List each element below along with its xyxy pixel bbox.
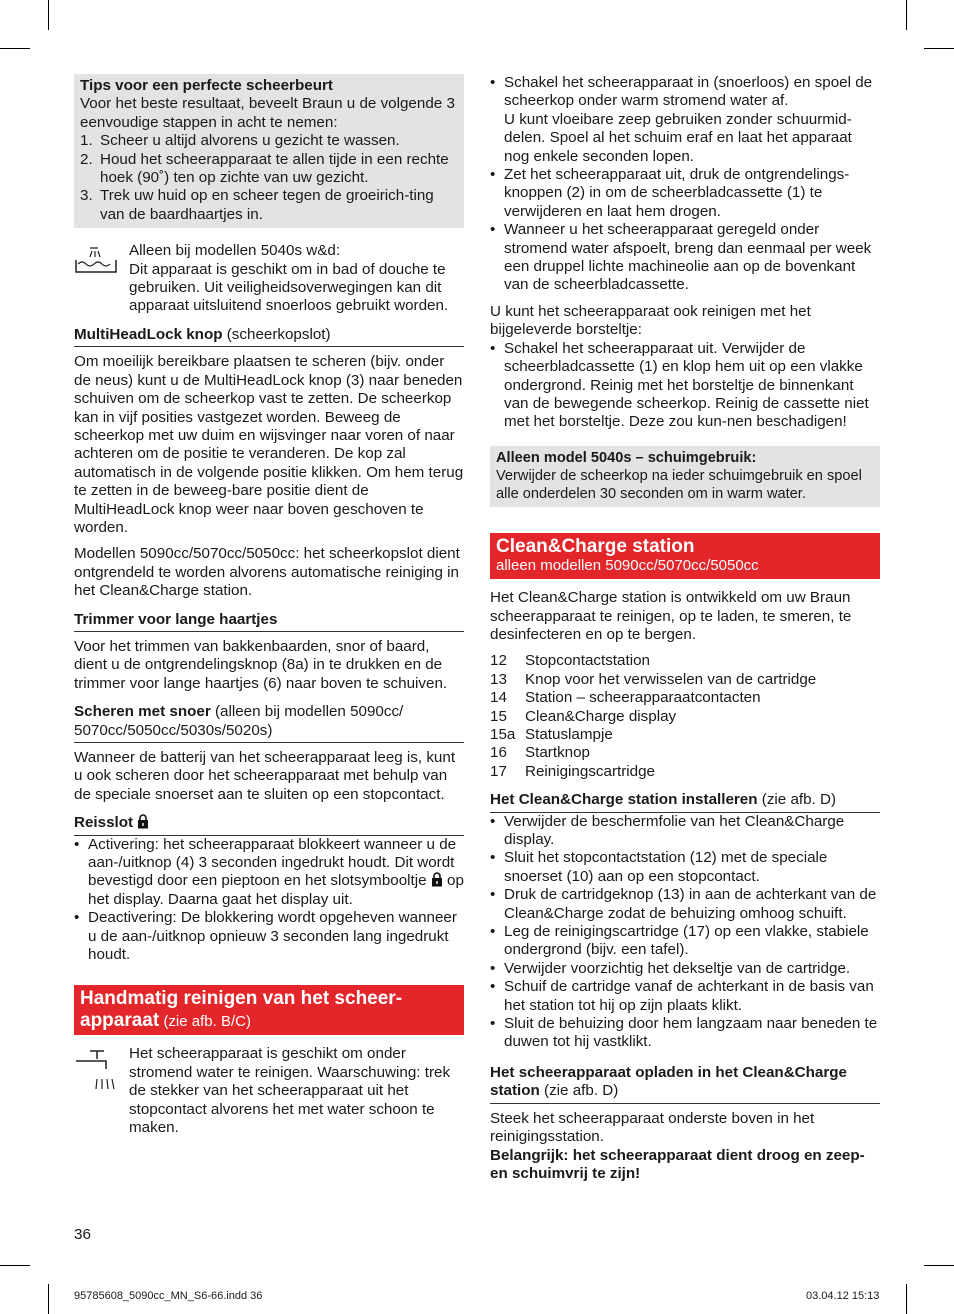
charge-heading	[490, 1064, 880, 1104]
install-step: Verwijder voorzichtig het dekseltje van de cartridge.	[504, 959, 851, 977]
crop-mark	[0, 1265, 30, 1266]
crop-mark	[924, 1265, 954, 1266]
rinse-b2: Zet het scheerapparaat uit, druk de ontgrendelings-knoppen (2) in om de scheerbladcassette (1) te verwijderen en laat hem drogen.	[504, 166, 850, 220]
legend-key: 17	[490, 762, 507, 780]
rinse-b1: Schakel het scheerapparaat in (snoerloos) en spoel de scheerkop onder warm stromend water af.	[504, 74, 873, 110]
foam-box	[490, 446, 880, 507]
install-step: Schuif de cartridge vanaf de achterkant in de basis van het station tot hij op zijn plaats klikt.	[504, 978, 874, 1014]
list-item	[74, 836, 464, 910]
tips-intro: Voor het beste resultaat, beveelt Braun u de volgende 3 eenvoudige stappen in acht te nemen:	[80, 95, 455, 131]
brush-list	[490, 340, 880, 432]
travel-b2: Deactivering: De blokkering wordt opgeheven wanneer u de aan-/uitknop opnieuw 3 seconden lang ingedrukt houdt.	[88, 909, 457, 964]
legend-row	[490, 671, 880, 689]
rinse-list	[490, 74, 880, 295]
multihead-title-note: (scheerkopslot)	[226, 325, 331, 343]
legend-key: 14	[490, 689, 507, 707]
wet-note-line2: Dit apparaat is geschikt om in bad of douche te gebruiken. Uit veiligheidsoverwegingen kan dit apparaat uitsluitend snoerloos gebruikt worden.	[129, 260, 449, 315]
trimmer-p1: Voor het trimmen van bakkenbaarden, snor of baard, dient u de ontgrendelingsknop (8a) in te drukken en de trimmer voor lange haartjes (6) naar boven te schuiven.	[74, 637, 448, 692]
step-text: Scheer u altijd alvorens u gezicht te wassen.	[100, 132, 400, 150]
list-item	[74, 909, 464, 964]
cc-subtitle: alleen modellen 5090cc/5070cc/5050cc	[496, 556, 759, 574]
lock-icon	[431, 872, 443, 887]
legend-key: 16	[490, 744, 507, 762]
tap-water-icon	[74, 1049, 120, 1095]
manual-clean-note	[74, 1045, 464, 1137]
travel-list	[74, 836, 464, 965]
crop-mark	[48, 0, 49, 30]
install-title-note: (zie afb. D)	[761, 791, 837, 809]
manual-clean-heading	[74, 985, 464, 1035]
rinse-b1-extra: U kunt vloeibare zeep gebruiken zonder schuurmid-delen. Spoel al het schuim eraf en laat het apparaat nog enkele seconden lopen.	[504, 110, 852, 165]
cc-legend	[490, 652, 880, 781]
foam-title: Alleen model 5040s – schuimgebruik:	[496, 449, 757, 466]
bath-shower-icon	[74, 246, 118, 276]
legend-row	[490, 689, 880, 707]
tips-step	[80, 187, 458, 224]
legend-value: Knop voor het verwisselen van de cartridge	[525, 670, 817, 688]
legend-key: 15a	[490, 725, 516, 743]
right-column	[490, 74, 880, 1183]
legend-value: Reinigingscartridge	[525, 762, 656, 780]
charge-title-note: (zie afb. D)	[544, 1082, 619, 1100]
legend-value: Station – scheerapparaatcontacten	[525, 689, 761, 707]
step-number: 2.	[80, 150, 93, 168]
footer-date: 03.04.12 15:13	[806, 1290, 880, 1302]
list-item	[490, 923, 880, 960]
cc-heading	[490, 533, 880, 579]
multihead-p1: Om moeilijk bereikbare plaatsen te scheren (bijv. onder de neus) kunt u de MultiHeadLock knop (3) naar beneden schuiven om de scheerkop vast te zetten. De scheerkop kan in vijf posities vastgezet worden. Beweeg de scheerkop met uw duim en wijsvinger naar voren of naar achteren om de positie te veranderen. De kop zal automatisch in de volgende positie klikken. Om hem terug te zetten in de beweeg-bare positie dient de MultiHeadLock knop weer naar boven geschoven te worden.	[74, 353, 464, 536]
wet-note-line1: Alleen bij modellen 5040s w&d:	[129, 242, 341, 260]
multihead-heading	[74, 326, 464, 347]
charge-p2: Belangrijk: het scheerapparaat dient droog en zeep- en schuimvrij te zijn!	[490, 1146, 865, 1182]
legend-value: Startknop	[525, 744, 591, 762]
brush-intro: U kunt het scheerapparaat ook reinigen met het bijgeleverde borsteltje:	[490, 302, 811, 339]
travel-title: Reisslot	[74, 814, 134, 832]
install-step: Verwijder de beschermfolie van het Clean&Charge display.	[504, 812, 845, 848]
manual-clean-title-note: (zie afb. B/C)	[163, 1012, 251, 1030]
lock-icon	[137, 814, 149, 829]
install-step: Druk de cartridgeknop (13) in aan de achterkant van de Clean&Charge zodat de behuizing omhoog schuift.	[504, 886, 877, 922]
crop-mark	[906, 0, 907, 30]
list-item	[490, 166, 880, 221]
travel-b1: Activering: het scheerapparaat blokkeert wanneer u de aan-/uitknop (4) 3 seconden ingedrukt houdt. Dit wordt bevestigd door een pieptoon en het slotsymbooltje	[88, 835, 457, 890]
tips-steps	[80, 132, 458, 224]
install-step: Sluit het stopcontactstation (12) met de speciale snoerset (10) aan op een stopcontact.	[504, 849, 828, 885]
cord-title: Scheren met snoer	[74, 703, 211, 721]
list-item	[490, 340, 880, 432]
list-item	[490, 813, 880, 850]
multihead-p2: Modellen 5090cc/5070cc/5050cc: het scheerkopslot dient ontgrendeld te worden alvorens automatische reiniging in het Clean&Charge station.	[74, 545, 460, 600]
trimmer-title: Trimmer voor lange haartjes	[74, 610, 278, 628]
manual-clean-title: Handmatig reinigen van het scheer-apparaat	[80, 988, 403, 1031]
install-step: Sluit de behuizing door hem langzaam naar beneden te duwen tot hij vastklikt.	[504, 1015, 878, 1051]
crop-mark	[0, 48, 30, 49]
list-item	[490, 221, 880, 295]
install-heading	[490, 791, 880, 812]
list-item	[490, 74, 880, 166]
rinse-b3: Wanneer u het scheerapparaat geregeld onder stromend water afspoelt, breng dan eenmaal per week een druppel lichte machineolie aan op de bovenkant van de scheerbladcassette.	[504, 221, 872, 294]
crop-mark	[924, 48, 954, 49]
crop-mark	[48, 1284, 49, 1314]
legend-value: Stopcontactstation	[525, 652, 650, 670]
travel-b1-end: op het display. Daarna gaat het display uit.	[88, 872, 464, 908]
page-number: 36	[74, 1226, 91, 1243]
install-title: Het Clean&Charge station installeren	[490, 791, 758, 809]
legend-row	[490, 763, 880, 781]
step-text: Trek uw huid op en scheer tegen de groeirich-ting van de baardhaartjes in.	[100, 187, 434, 223]
install-list	[490, 813, 880, 1052]
list-item	[490, 849, 880, 886]
legend-key: 12	[490, 652, 507, 670]
list-item	[490, 978, 880, 1015]
legend-row	[490, 744, 880, 762]
tips-box	[74, 74, 464, 228]
brush-b1: Schakel het scheerapparaat uit. Verwijder de scheerbladcassette (1) en klop hem uit op een vlakke ondergrond. Reinig met het borsteltje de binnenkant van de bewegende scheerkop. Reinig de cassette niet met het borsteltje. Deze zou kun-nen beschadigen!	[504, 339, 869, 431]
legend-key: 13	[490, 670, 507, 688]
tips-step	[80, 151, 458, 188]
wet-note	[74, 242, 464, 316]
charge-p1: Steek het scheerapparaat onderste boven in het reinigingsstation.	[490, 1109, 815, 1146]
list-item	[490, 886, 880, 923]
cord-p1: Wanneer de batterij van het scheerapparaat leeg is, kunt u ook scheren door het scheerapparaat met behulp van de speciale snoerset aan te sluiten op een stopcontact.	[74, 749, 456, 803]
foam-text: Verwijder de scheerkop na ieder schuimgebruik en spoel alle onderdelen 30 seconden om in warm water.	[496, 467, 862, 502]
legend-row	[490, 652, 880, 670]
cc-title: Clean&Charge station	[496, 535, 695, 557]
step-number: 3.	[80, 187, 93, 205]
trimmer-heading	[74, 611, 464, 632]
charge-title: Het scheerapparaat opladen in het Clean&Charge station	[490, 1063, 848, 1100]
legend-row	[490, 708, 880, 726]
crop-mark	[906, 1284, 907, 1314]
list-item	[490, 960, 880, 978]
step-text: Houd het scheerapparaat te allen tijde in een rechte hoek (90˚) ten op zichte van uw gezicht.	[100, 150, 449, 187]
left-column	[74, 74, 464, 1137]
legend-value: Statuslampje	[525, 725, 613, 743]
cc-intro: Het Clean&Charge station is ontwikkeld om uw Braun scheerapparaat te reinigen, op te laden, te smeren, te desinfecteren en op te bergen.	[490, 589, 852, 643]
cord-heading	[74, 703, 464, 743]
list-item	[490, 1015, 880, 1052]
step-number: 1.	[80, 132, 93, 150]
cord-title-note: (alleen bij modellen 5090cc/ 5070cc/5050cc/5030s/5020s)	[74, 703, 404, 739]
legend-row	[490, 726, 880, 744]
tips-title: Tips voor een perfecte scheerbeurt	[80, 77, 333, 94]
install-step: Leg de reinigingscartridge (17) op een vlakke, stabiele ondergrond (bijv. een tafel).	[504, 923, 869, 959]
legend-value: Clean&Charge display	[525, 707, 677, 725]
footer-file: 95785608_5090cc_MN_S6-66.indd 36	[74, 1290, 263, 1302]
tips-step	[80, 132, 458, 150]
legend-key: 15	[490, 707, 507, 725]
manual-clean-p1: Het scheerapparaat is geschikt om onder stromend water te reinigen. Waarschuwing: trek de stekker van het scheerapparaat uit het stopcontact alvorens het met water schoon te maken.	[129, 1045, 451, 1136]
travel-heading	[74, 814, 464, 835]
multihead-title: MultiHeadLock knop	[74, 325, 223, 343]
